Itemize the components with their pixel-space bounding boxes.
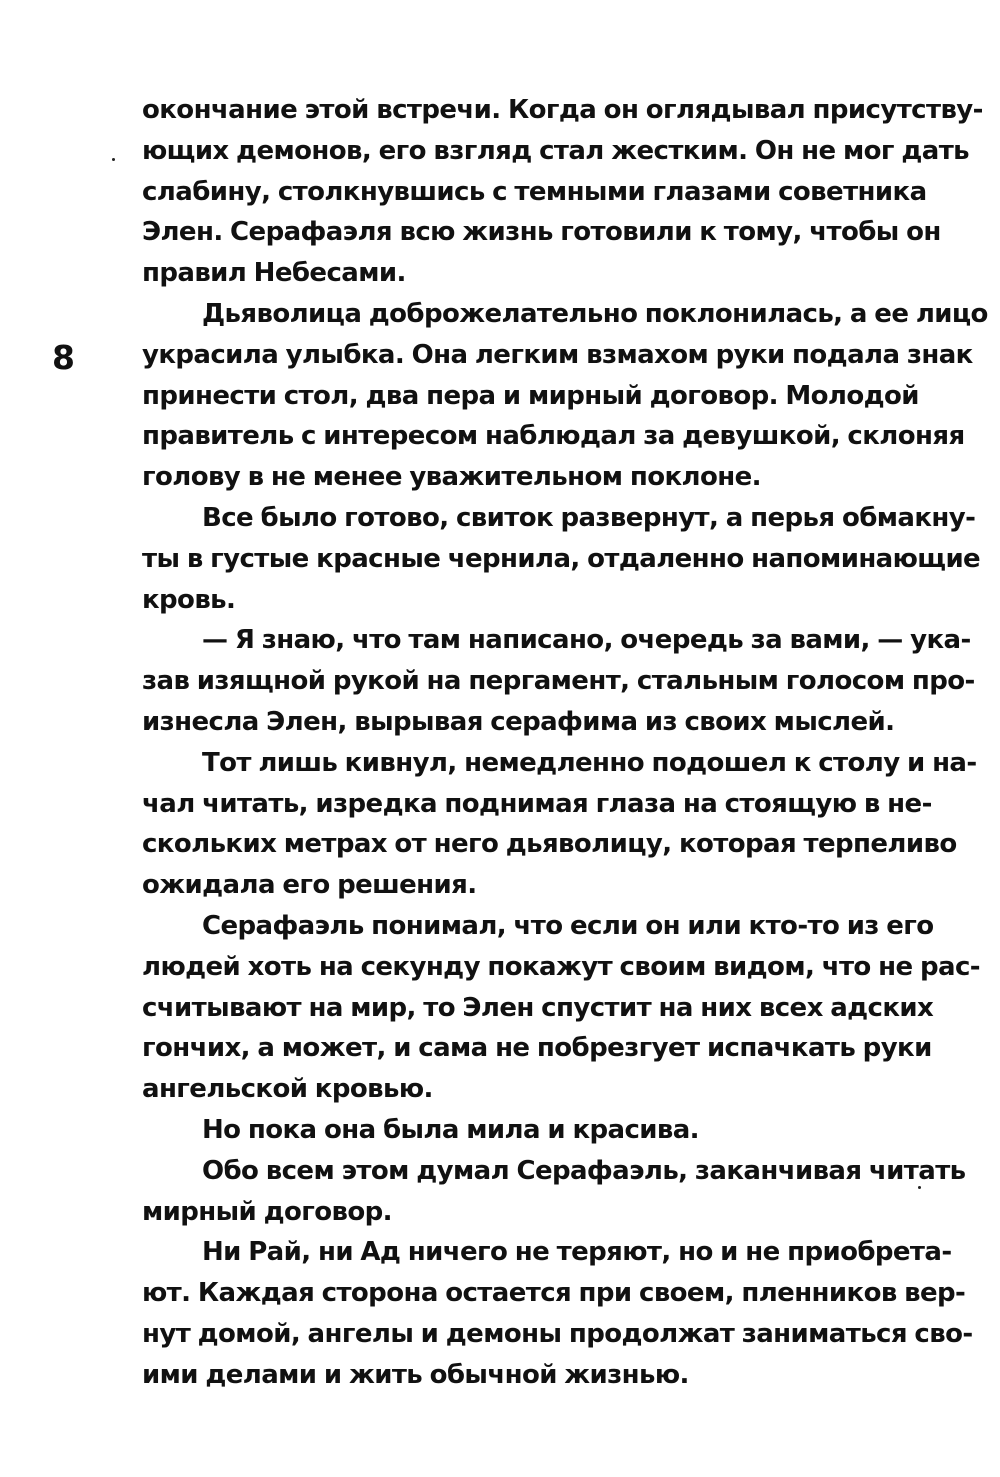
text-line: скольких метрах от него дьяволицу, которая терпеливо: [142, 829, 957, 860]
text-line: чал читать, изредка поднимая глаза на стоящую в не-: [142, 788, 932, 819]
text-line: Но пока она была мила и красива.: [202, 1114, 699, 1145]
text-line: слабину, столкнувшись с темными глазами советника: [142, 176, 927, 207]
text-line: людей хоть на секунду покажут своим видом, что не рас-: [142, 951, 980, 982]
text-line: Дьяволица доброжелательно поклонилась, а ее лицо: [202, 298, 988, 329]
text-line: правил Небесами.: [142, 258, 406, 289]
text-line: Ни Рай, ни Ад ничего не теряют, но и не приобрета-: [202, 1237, 952, 1268]
text-line: Тот лишь кивнул, немедленно подошел к столу и на-: [202, 747, 977, 778]
text-line: ты в густые красные чернила, отдаленно напоминающие: [142, 543, 981, 574]
text-line: изнесла Элен, вырывая серафима из своих мыслей.: [142, 706, 895, 737]
text-line: мирный договор.: [142, 1196, 392, 1227]
text-line: гончих, а может, и сама не побрезгует испачкать руки: [142, 1033, 932, 1064]
text-line: правитель с интересом наблюдал за девушкой, склоняя: [142, 421, 965, 452]
text-line: окончание этой встречи. Когда он оглядывал присутству-: [142, 95, 983, 125]
text-line: зав изящной рукой на пергамент, стальным голосом про-: [142, 666, 975, 697]
text-line: ют. Каждая сторона остается при своем, пленников вер-: [142, 1278, 966, 1309]
body-text: [142, 90, 988, 1396]
text-line: Элен. Серафаэля всю жизнь готовили к тому, чтобы он: [142, 217, 941, 248]
text-line: Все было готово, свиток развернут, а перья обмакну-: [202, 502, 976, 533]
page-number: 8: [52, 338, 75, 377]
text-line: ожидала его решения.: [142, 870, 477, 901]
text-line: нут домой, ангелы и демоны продолжат заниматься сво-: [142, 1318, 973, 1349]
ink-speck: [112, 158, 115, 161]
text-line: считывают на мир, то Элен спустит на них всех адских: [142, 992, 934, 1023]
text-line: ющих демонов, его взгляд стал жестким. Он не мог дать: [142, 135, 970, 166]
text-line: Обо всем этом думал Серафаэль, заканчивая читать: [202, 1155, 966, 1186]
text-line: ими делами и жить обычной жизнью.: [142, 1359, 689, 1390]
text-line: украсила улыбка. Она легким взмахом руки подала знак: [142, 339, 973, 370]
text-line: Серафаэль понимал, что если он или кто-то из его: [202, 910, 934, 941]
text-line: — Я знаю, что там написано, очередь за вами, — ука-: [202, 625, 971, 656]
text-line: голову в не менее уважительном поклоне.: [142, 462, 761, 493]
text-line: кровь.: [142, 584, 236, 615]
text-line: принести стол, два пера и мирный договор. Молодой: [142, 380, 919, 411]
text-line: ангельской кровью.: [142, 1074, 433, 1105]
